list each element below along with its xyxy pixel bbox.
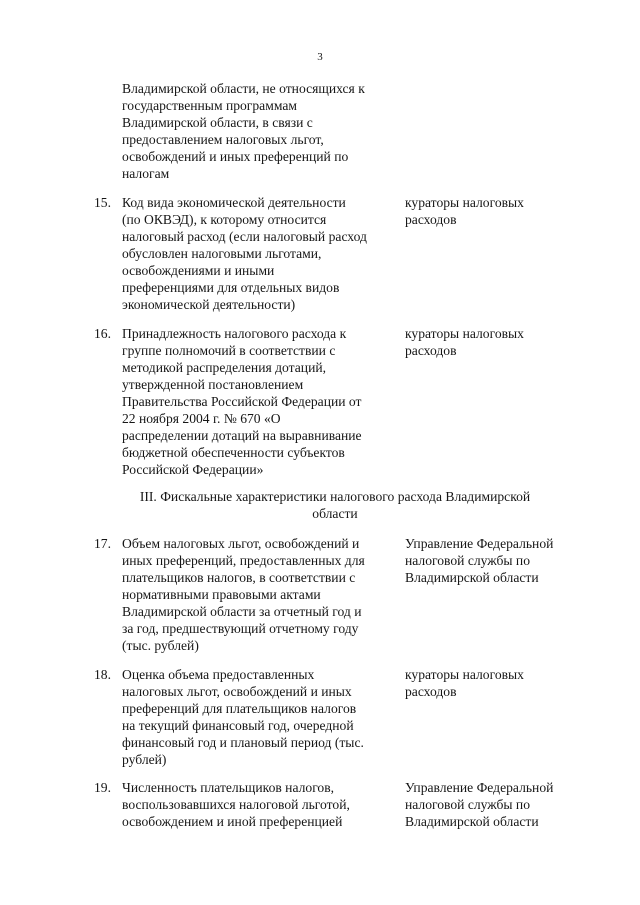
text-line: освобождением и иной преференцией (122, 814, 343, 829)
text-line: предоставлением налоговых льгот, (122, 132, 324, 147)
responsible-line: налоговой службы по (405, 553, 531, 568)
text-line: плательщиков налогов, в соответствии с (122, 570, 356, 585)
text-line: Оценка объема предоставленных (122, 667, 315, 682)
text-line: освобождений и иных преференций по (122, 149, 349, 164)
text-line: методикой распределения дотаций, (122, 360, 327, 375)
text-line: рублей) (122, 752, 167, 767)
text-line: на текущий финансовый год, очередной (122, 718, 354, 733)
text-line: налогам (122, 166, 170, 181)
text-line: освобождениями и иными (122, 263, 275, 278)
responsible-line: Управление Федеральной (405, 780, 554, 795)
item-number: 19. (94, 780, 111, 795)
responsible-line: кураторы налоговых (405, 667, 524, 682)
text-line: Правительства Российской Федерации от (122, 394, 362, 409)
responsible-line: налоговой службы по (405, 797, 531, 812)
text-line: Численность плательщиков налогов, (122, 780, 335, 795)
responsible-line: расходов (405, 212, 457, 227)
text-line: государственным программам (122, 98, 297, 113)
page-number: 3 (317, 51, 323, 63)
section-heading-line: III. Фискальные характеристики налогового расхода Владимирской (139, 489, 531, 504)
responsible-line: кураторы налоговых (405, 326, 524, 341)
item-number: 17. (94, 536, 111, 551)
item-number: 15. (94, 195, 111, 210)
section-heading-line: области (312, 506, 358, 521)
item-number: 18. (94, 667, 111, 682)
responsible-line: расходов (405, 343, 457, 358)
text-line: 22 ноября 2004 г. № 670 «О (122, 411, 281, 426)
responsible-line: расходов (405, 684, 457, 699)
text-line: за год, предшествующий отчетному году (122, 621, 359, 636)
text-line: (тыс. рублей) (122, 638, 199, 653)
responsible-line: кураторы налоговых (405, 195, 524, 210)
text-line: распределении дотаций на выравнивание (122, 428, 362, 443)
responsible-line: Владимирской области (405, 570, 539, 585)
text-line: налоговый расход (если налоговый расход (122, 229, 367, 244)
text-line: бюджетной обеспеченности субъектов (122, 445, 345, 460)
text-line: Владимирской области, не относящихся к (122, 81, 365, 96)
text-line: Объем налоговых льгот, освобождений и (122, 536, 360, 551)
text-line: Владимирской области за отчетный год и (122, 604, 362, 619)
text-line: Код вида экономической деятельности (122, 195, 346, 210)
text-line: нормативными правовыми актами (122, 587, 321, 602)
text-line: преференций для плательщиков налогов (122, 701, 357, 716)
text-line: Российской Федерации» (122, 462, 264, 477)
text-line: (по ОКВЭД), к которому относится (122, 212, 327, 227)
text-line: налоговых льгот, освобождений и иных (122, 684, 352, 699)
responsible-line: Управление Федеральной (405, 536, 554, 551)
responsible-line: Владимирской области (405, 814, 539, 829)
text-line: иных преференций, предоставленных для (122, 553, 365, 568)
text-line: воспользовавшихся налоговой льготой, (122, 797, 350, 812)
text-line: Принадлежность налогового расхода к (122, 326, 347, 341)
text-line: утвержденной постановлением (122, 377, 304, 392)
text-line: группе полномочий в соответствии с (122, 343, 336, 358)
text-line: финансовый год и плановый период (тыс. (122, 735, 364, 750)
text-line: обусловлен налоговыми льготами, (122, 246, 322, 261)
text-line: экономической деятельности) (122, 297, 296, 312)
text-line: преференциями для отдельных видов (122, 280, 340, 295)
text-line: Владимирской области, в связи с (122, 115, 313, 130)
item-number: 16. (94, 326, 111, 341)
